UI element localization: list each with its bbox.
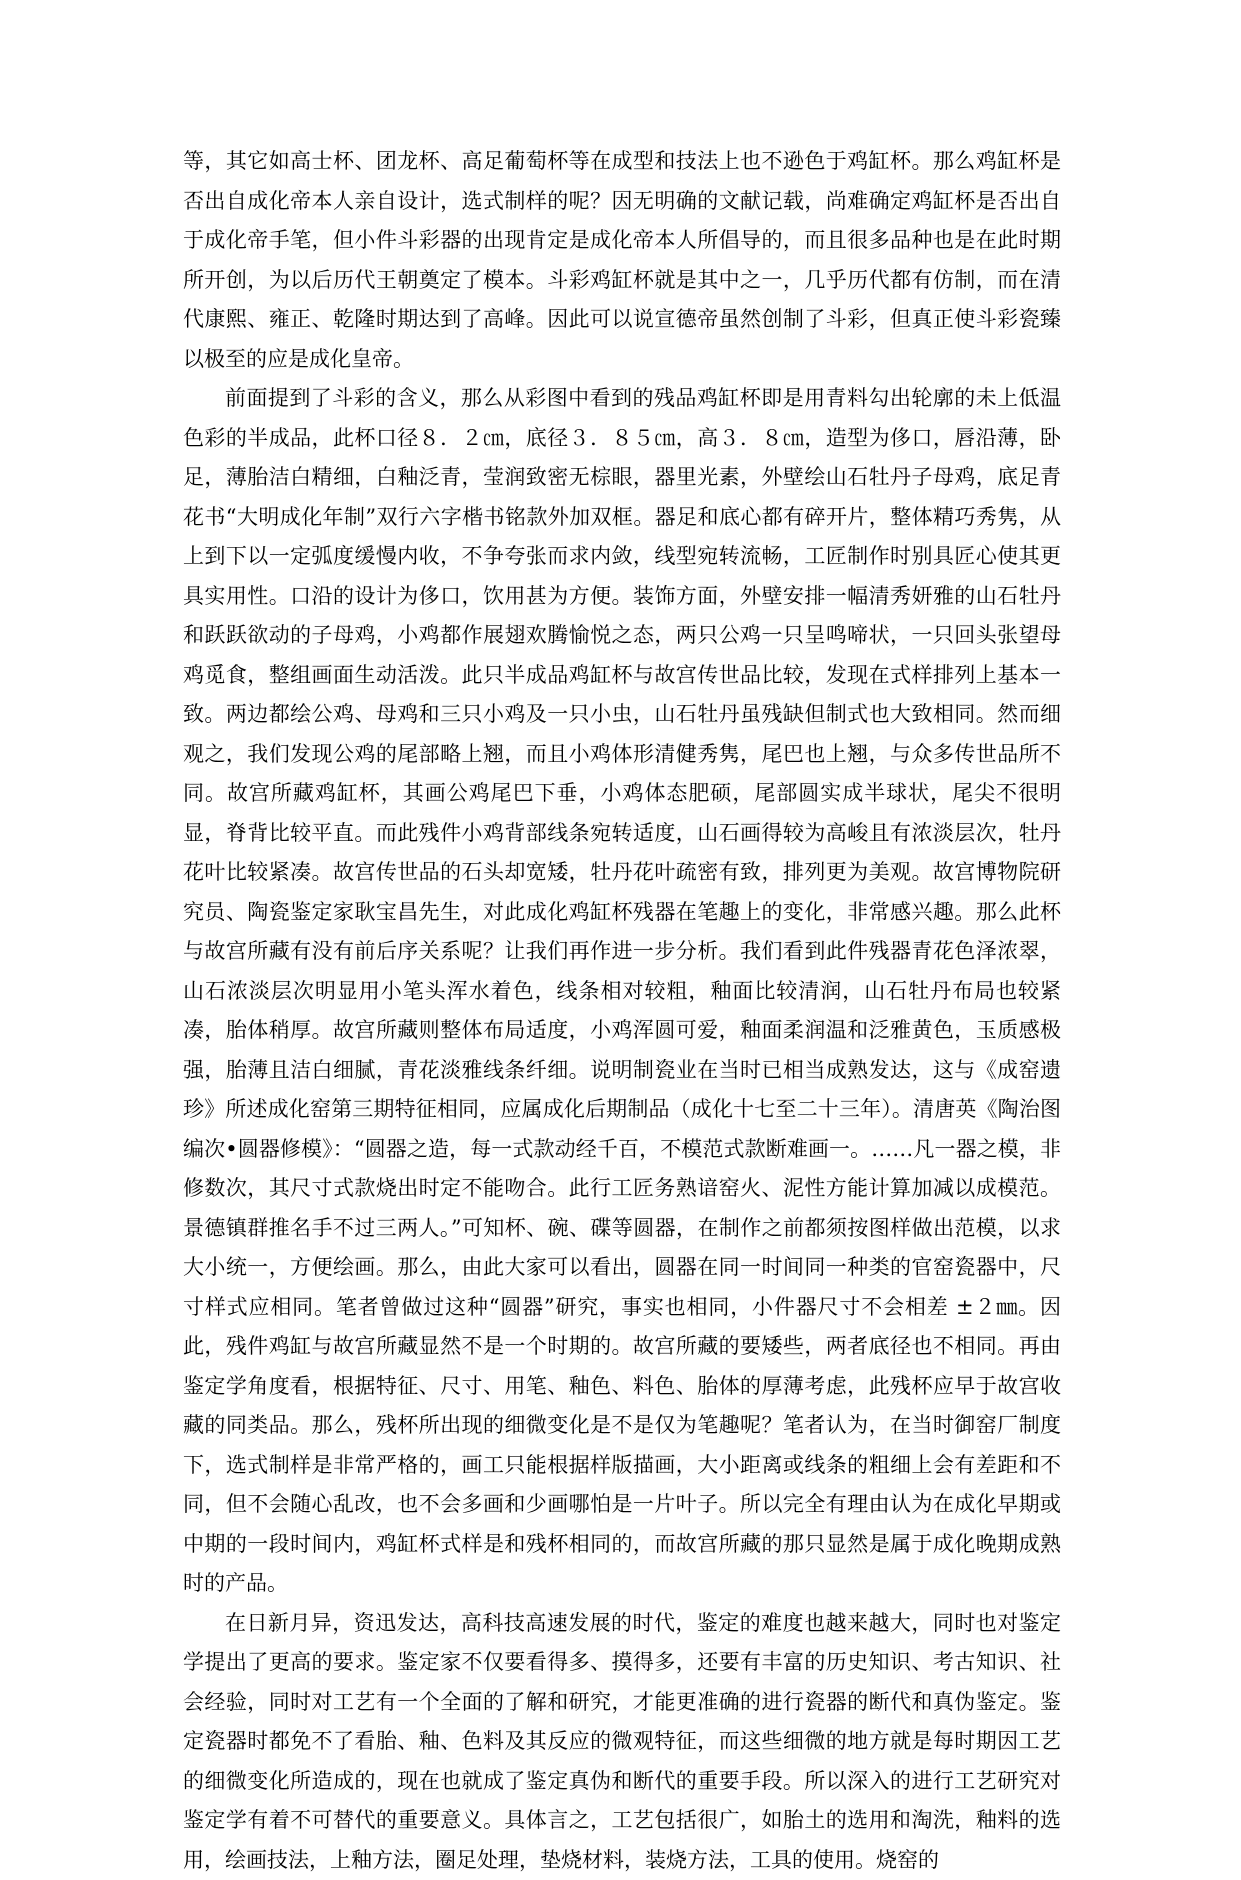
document-page [183,142,1061,1880]
paragraph-2: 前面提到了斗彩的含义，那么从彩图中看到的残品鸡缸杯即是用青料勾出轮廓的未上低温色彩的半成品，此杯口径８．２㎝，底径３．８５㎝，高３．８㎝，造型为侈口，唇沿薄，卧足，薄胎洁白精细，白釉泛青，莹润致密无棕眼，器里光素，外壁绘山石牡丹子母鸡，底足青花书“大明成化年制”双行六字楷书铭款外加双框。器足和底心都有碎开片，整体精巧秀隽，从上到下以一定弧度缓慢内收，不争夸张而求内敛，线型宛转流畅，工匠制作时别具匠心使其更具实用性。口沿的设计为侈口，饮用甚为方便。装饰方面，外壁安排一幅清秀妍雅的山石牡丹和跃跃欲动的子母鸡，小鸡都作展翅欢腾愉悦之态，两只公鸡一只呈鸣啼状，一只回头张望母鸡觅食，整组画面生动活泼。此只半成品鸡缸杯与故宫传世品比较，发现在式样排列上基本一致。两边都绘公鸡、母鸡和三只小鸡及一只小虫，山石牡丹虽残缺但制式也大致相同。然而细观之，我们发现公鸡的尾部略上翘，而且小鸡体形清健秀隽，尾巴也上翘，与众多传世品所不同。故宫所藏鸡缸杯，其画公鸡尾巴下垂，小鸡体态肥硕，尾部圆实成半球状，尾尖不很明显，脊背比较平直。而此残件小鸡背部线条宛转适度，山石画得较为高峻且有浓淡层次，牡丹花叶比较紧凑。故宫传世品的石头却宽矮，牡丹花叶疏密有致，排列更为美观。故宫博物院研究员、陶瓷鉴定家耿宝昌先生，对此成化鸡缸杯残器在笔趣上的变化，非常感兴趣。那么此杯与故宫所藏有没有前后序关系呢？让我们再作进一步分析。我们看到此件残器青花色泽浓翠，山石浓淡层次明显用小笔头浑水着色，线条相对较粗，釉面比较清润，山石牡丹布局也较紧凑，胎体稍厚。故宫所藏则整体布局适度，小鸡浑圆可爱，釉面柔润温和泛雅黄色，玉质感极强，胎薄且洁白细腻，青花淡雅线条纤细。说明制瓷业在当时已相当成熟发达，这与《成窑遗珍》所述成化窑第三期特征相同，应属成化后期制品（成化十七至二十三年）。清唐英《陶治图编次•圆器修模》：“圆器之造，每一式款动经千百，不模范式款断难画一。……凡一器之模，非修数次，其尺寸式款烧出时定不能吻合。此行工匠务熟谙窑火、泥性方能计算加减以成模范。景德镇群推名手不过三两人。”可知杯、碗、碟等圆器，在制作之前都须按图样做出范模，以求大小统一，方便绘画。那么，由此大家可以看出，圆器在同一时间同一种类的官窑瓷器中，尺寸样式应相同。笔者曾做过这种“圆器”研究，事实也相同，小件器尺寸不会相差 ±２㎜。因此，残件鸡缸与故宫所藏显然不是一个时期的。故宫所藏的要矮些，两者底径也不相同。再由鉴定学角度看，根据特征、尺寸、用笔、釉色、料色、胎体的厚薄考虑，此残杯应早于故宫收藏的同类品。那么，残杯所出现的细微变化是不是仅为笔趣呢？笔者认为，在当时御窑厂制度下，选式制样是非常严格的，画工只能根据样版描画，大小距离或线条的粗细上会有差距和不同，但不会随心乱改，也不会多画和少画哪怕是一片叶子。所以完全有理由认为在成化早期或中期的一段时间内，鸡缸杯式样是和残杯相同的，而故宫所藏的那只显然是属于成化晚期成熟时的产品。 [183,379,1061,1604]
paragraph-1: 等，其它如高士杯、团龙杯、高足葡萄杯等在成型和技法上也不逊色于鸡缸杯。那么鸡缸杯是否出自成化帝本人亲自设计，选式制样的呢？因无明确的文献记载，尚难确定鸡缸杯是否出自于成化帝手笔，但小件斗彩器的出现肯定是成化帝本人所倡导的，而且很多品种也是在此时期所开创，为以后历代王朝奠定了模本。斗彩鸡缸杯就是其中之一，几乎历代都有仿制，而在清代康熙、雍正、乾隆时期达到了高峰。因此可以说宣德帝虽然创制了斗彩，但真正使斗彩瓷臻以极至的应是成化皇帝。 [183,142,1061,379]
paragraph-3: 在日新月异，资迅发达，高科技高速发展的时代，鉴定的难度也越来越大，同时也对鉴定学提出了更高的要求。鉴定家不仅要看得多、摸得多，还要有丰富的历史知识、考古知识、社会经验，同时对工艺有一个全面的了解和研究，才能更准确的进行瓷器的断代和真伪鉴定。鉴定瓷器时都免不了看胎、釉、色料及其反应的微观特征，而这些细微的地方就是每时期因工艺的细微变化所造成的，现在也就成了鉴定真伪和断代的重要手段。所以深入的进行工艺研究对鉴定学有着不可替代的重要意义。具体言之，工艺包括很广，如胎土的选用和淘洗，釉料的选用，绘画技法，上釉方法，圈足处理，垫烧材料，装烧方法，工具的使用。烧窑的 [183,1604,1061,1880]
